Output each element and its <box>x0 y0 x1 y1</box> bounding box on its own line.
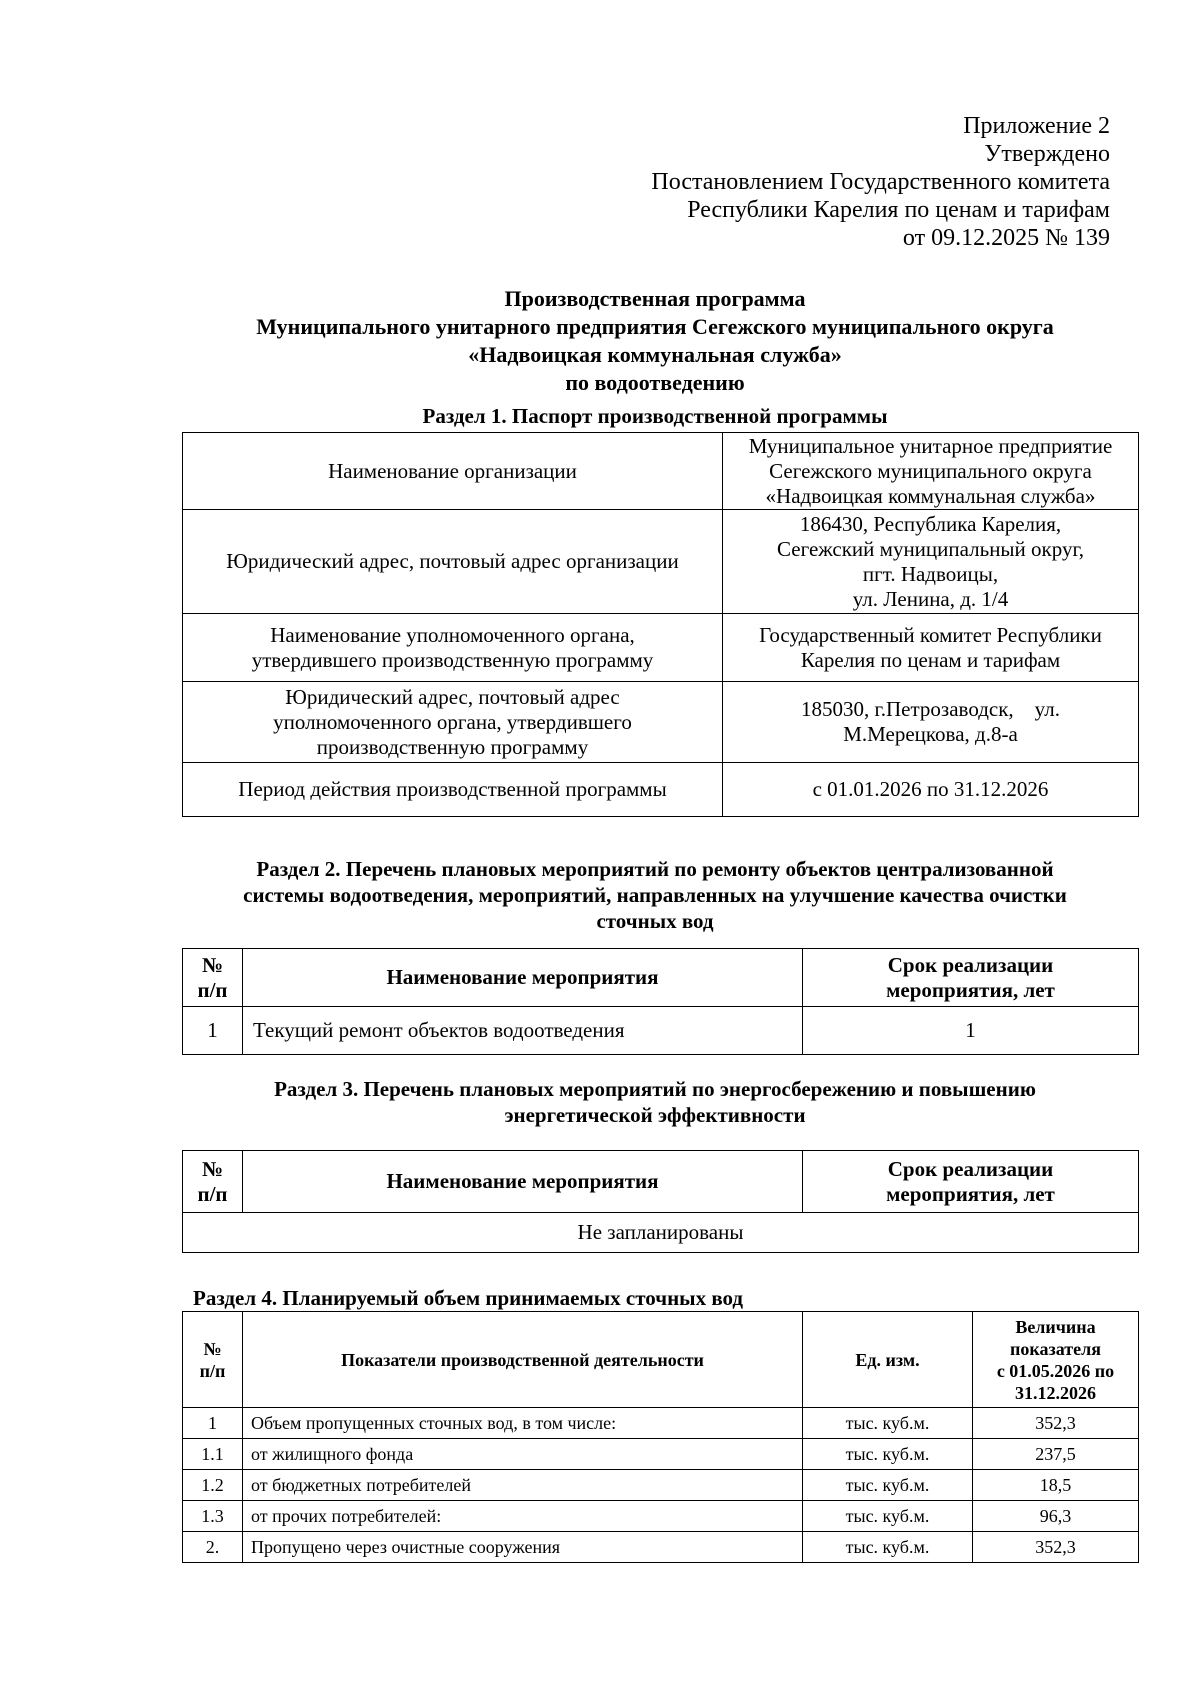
row-indicator: от жилищного фонда <box>243 1439 803 1470</box>
row-indicator: Пропущено через очистные сооружения <box>243 1532 803 1563</box>
wastewater-volume-table <box>182 1311 1139 1563</box>
row-value: 352,3 <box>973 1532 1139 1563</box>
passport-value: с 01.01.2026 по 31.12.2026 <box>723 763 1139 817</box>
row-indicator: от бюджетных потребителей <box>243 1470 803 1501</box>
passport-label: Период действия производственной программы <box>183 763 723 817</box>
row-number: 1.3 <box>183 1501 243 1532</box>
energy-measures-table <box>182 1150 1139 1253</box>
column-header-measure: Наименование мероприятия <box>243 1151 803 1213</box>
approval-date-number: от 09.12.2025 № 139 <box>902 225 1110 251</box>
table-header-row <box>183 1312 1139 1408</box>
column-header-number: № п/п <box>183 1312 243 1408</box>
passport-label: Наименование организации <box>183 433 723 510</box>
row-number: 1 <box>183 1007 243 1055</box>
table-header-row <box>183 1151 1139 1213</box>
document-title <box>180 285 1130 397</box>
title-line-4: по водоотведению <box>565 370 745 395</box>
row-unit: тыс. куб.м. <box>803 1408 973 1439</box>
row-number: 2. <box>183 1532 243 1563</box>
passport-value: 186430, Республика Карелия, Сегежский муниципальный округ, пгт. Надвоицы, ул. Ленина, д. 1/4 <box>723 510 1139 614</box>
column-header-term: Срок реализации мероприятия, лет <box>803 949 1139 1007</box>
row-unit: тыс. куб.м. <box>803 1532 973 1563</box>
table-row <box>183 1501 1139 1532</box>
row-unit: тыс. куб.м. <box>803 1439 973 1470</box>
column-header-value: Величина показателя с 01.05.2026 по 31.12.2026 <box>973 1312 1139 1408</box>
row-term: 1 <box>803 1007 1139 1055</box>
approval-authority: Постановлением Государственного комитета <box>651 169 1110 195</box>
table-header-row <box>183 949 1139 1007</box>
table-row <box>183 1470 1139 1501</box>
column-header-number: № п/п <box>183 949 243 1007</box>
passport-label: Юридический адрес, почтовый адрес уполномоченного органа, утвердившего производственную программу <box>183 682 723 763</box>
passport-value: 185030, г.Петрозаводск, ул. М.Мерецкова, д.8-а <box>723 682 1139 763</box>
passport-label: Юридический адрес, почтовый адрес организации <box>183 510 723 614</box>
passport-value: Муниципальное унитарное предприятие Сегежского муниципального округа «Надвоицкая коммунальная служба» <box>723 433 1139 510</box>
row-indicator: от прочих потребителей: <box>243 1501 803 1532</box>
row-indicator: Объем пропущенных сточных вод, в том числе: <box>243 1408 803 1439</box>
column-header-measure: Наименование мероприятия <box>243 949 803 1007</box>
title-line-1: Производственная программа <box>504 286 806 311</box>
table-row <box>183 433 1139 510</box>
table-row <box>183 1408 1139 1439</box>
row-value: 18,5 <box>973 1470 1139 1501</box>
row-number: 1 <box>183 1408 243 1439</box>
column-header-number: № п/п <box>183 1151 243 1213</box>
table-row <box>183 1439 1139 1470</box>
table-row <box>183 763 1139 817</box>
appendix-number: Приложение 2 <box>963 113 1110 139</box>
row-value: 96,3 <box>973 1501 1139 1532</box>
section2-heading: Раздел 2. Перечень плановых мероприятий по ремонту объектов централизованной системы водоотведения, мероприятий, направленных на улучшение качества очистки сточных вод <box>243 857 1067 933</box>
table-row <box>183 682 1139 763</box>
section3-heading: Раздел 3. Перечень плановых мероприятий по энергосбережению и повышению энергетической эффективности <box>274 1077 1036 1127</box>
title-line-2: Муниципального унитарного предприятия Сегежского муниципального округа <box>256 314 1054 339</box>
row-value: 237,5 <box>973 1439 1139 1470</box>
row-measure: Текущий ремонт объектов водоотведения <box>243 1007 803 1055</box>
row-unit: тыс. куб.м. <box>803 1470 973 1501</box>
table-row <box>183 510 1139 614</box>
approval-word: Утверждено <box>984 141 1110 167</box>
title-line-3: «Надвоицкая коммунальная служба» <box>468 342 842 367</box>
passport-label: Наименование уполномоченного органа, утвердившего производственную программу <box>183 614 723 682</box>
table-row <box>183 1007 1139 1055</box>
not-planned-text: Не запланированы <box>183 1213 1139 1253</box>
column-header-term: Срок реализации мероприятия, лет <box>803 1151 1139 1213</box>
table-row <box>183 1213 1139 1253</box>
table-row <box>183 614 1139 682</box>
row-unit: тыс. куб.м. <box>803 1501 973 1532</box>
row-value: 352,3 <box>973 1408 1139 1439</box>
column-header-indicator: Показатели производственной деятельности <box>243 1312 803 1408</box>
table-row <box>183 1532 1139 1563</box>
column-header-unit: Ед. изм. <box>803 1312 973 1408</box>
passport-value: Государственный комитет Республики Карелия по ценам и тарифам <box>723 614 1139 682</box>
passport-table <box>182 432 1139 817</box>
section1-heading: Раздел 1. Паспорт производственной программы <box>422 404 888 428</box>
row-number: 1.2 <box>183 1470 243 1501</box>
row-number: 1.1 <box>183 1439 243 1470</box>
approval-authority-cont: Республики Карелия по ценам и тарифам <box>687 197 1110 223</box>
approval-block <box>651 112 1110 252</box>
repair-measures-table <box>182 948 1139 1055</box>
section4-heading: Раздел 4. Планируемый объем принимаемых сточных вод <box>193 1286 744 1310</box>
